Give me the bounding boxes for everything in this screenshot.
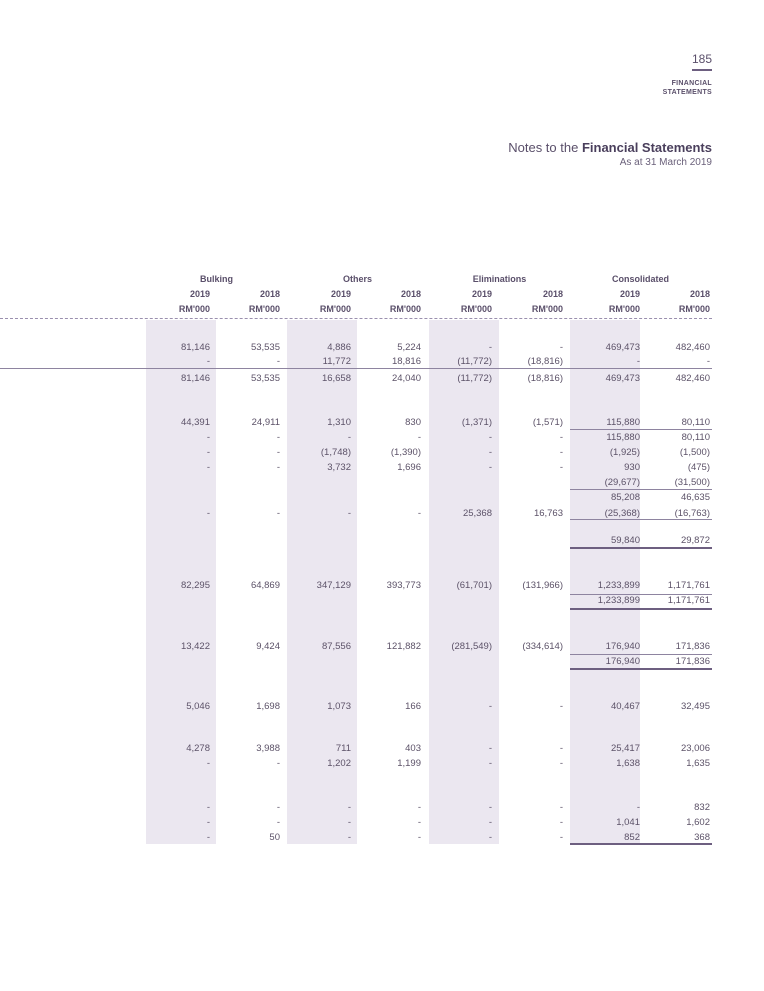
table-cell: 469,473 <box>605 342 640 353</box>
table-cell: (11,772) <box>457 356 492 367</box>
table-cell: - <box>488 432 492 443</box>
table-cell: (475) <box>687 462 710 473</box>
table-cell: - <box>347 802 351 813</box>
table-cell: 1,041 <box>616 817 640 828</box>
table-cell: 115,880 <box>606 417 640 428</box>
rule-consolidated-1 <box>570 429 712 430</box>
table-cell: 1,696 <box>397 462 421 473</box>
year-header-4: 2019 <box>471 289 492 299</box>
table-row <box>0 742 764 755</box>
table-cell: 121,882 <box>386 641 421 652</box>
table-cell: (1,390) <box>390 447 421 458</box>
rule-consolidated-2 <box>570 489 712 490</box>
table-row <box>0 476 764 489</box>
unit-header-1: RM'000 <box>248 304 280 314</box>
table-cell: - <box>636 802 640 813</box>
table-cell: 1,171,761 <box>667 595 710 606</box>
table-cell: 930 <box>624 462 640 473</box>
table-cell: 1,698 <box>256 701 280 712</box>
table-cell: 4,278 <box>186 743 210 754</box>
table-cell: - <box>276 432 280 443</box>
page-title-bold: Financial Statements <box>581 140 712 155</box>
table-cell: 171,836 <box>675 641 710 652</box>
table-cell: 23,006 <box>680 743 710 754</box>
table-cell: (131,966) <box>522 580 563 591</box>
unit-header-6: RM'000 <box>608 304 640 314</box>
table-cell: 44,391 <box>180 417 210 428</box>
table-cell: - <box>559 743 563 754</box>
table-cell: - <box>559 432 563 443</box>
table-row <box>0 372 764 385</box>
table-cell: 32,495 <box>680 701 710 712</box>
table-cell: - <box>417 432 421 443</box>
table-cell: 80,110 <box>681 417 710 428</box>
table-cell: (18,816) <box>527 356 563 367</box>
table-cell: (25,368) <box>604 508 640 519</box>
table-cell: 1,199 <box>397 758 421 769</box>
table-cell: - <box>276 508 280 519</box>
table-cell: 1,233,899 <box>597 595 640 606</box>
table-cell: - <box>559 701 563 712</box>
table-cell: - <box>206 447 210 458</box>
unit-header-0: RM'000 <box>178 304 210 314</box>
rule-consolidated-7 <box>570 654 712 655</box>
table-cell: 368 <box>694 832 710 843</box>
table-row <box>0 461 764 474</box>
table-cell: 81,146 <box>180 373 210 384</box>
table-cell: - <box>488 701 492 712</box>
table-cell: 25,417 <box>610 743 640 754</box>
table-cell: 16,658 <box>321 373 351 384</box>
table-row <box>0 700 764 713</box>
table-cell: - <box>706 356 710 367</box>
table-cell: 5,224 <box>397 342 421 353</box>
table-row <box>0 640 764 653</box>
page-title-prefix: Notes to the <box>508 140 582 155</box>
table-cell: (16,763) <box>674 508 710 519</box>
table-cell: - <box>276 462 280 473</box>
table-cell: - <box>347 817 351 828</box>
table-cell: - <box>206 508 210 519</box>
table-cell: 171,836 <box>675 656 710 667</box>
table-cell: 40,467 <box>610 701 640 712</box>
page-number-rule <box>692 69 712 71</box>
rule-consolidated-5 <box>570 594 712 595</box>
table-cell: 832 <box>694 802 710 813</box>
table-cell: 1,602 <box>686 817 710 828</box>
rule-consolidated-6 <box>570 608 712 610</box>
table-cell: - <box>488 817 492 828</box>
table-cell: 176,940 <box>605 641 640 652</box>
table-cell: - <box>559 802 563 813</box>
table-cell: - <box>347 508 351 519</box>
table-cell: 469,473 <box>605 373 640 384</box>
table-cell: 711 <box>335 743 351 754</box>
table-cell: - <box>206 817 210 828</box>
section-tag-line2: STATEMENTS <box>662 89 712 96</box>
table-cell: (1,500) <box>679 447 710 458</box>
year-header-7: 2018 <box>689 289 710 299</box>
table-cell: - <box>206 802 210 813</box>
table-row <box>0 594 764 607</box>
table-cell: - <box>559 832 563 843</box>
rule-row2 <box>0 368 712 369</box>
rule-consolidated-8 <box>570 668 712 670</box>
table-cell: - <box>206 758 210 769</box>
table-cell: 1,073 <box>327 701 351 712</box>
table-cell: 482,460 <box>675 373 710 384</box>
table-cell: 24,040 <box>391 373 421 384</box>
group-header-consolidated: Consolidated <box>611 274 669 284</box>
table-cell: (1,371) <box>461 417 492 428</box>
section-tag <box>663 79 712 97</box>
table-cell: - <box>276 758 280 769</box>
unit-header-3: RM'000 <box>389 304 421 314</box>
table-cell: 403 <box>405 743 421 754</box>
table-cell: 50 <box>269 832 280 843</box>
table-cell: 53,535 <box>250 373 280 384</box>
table-cell: 59,840 <box>610 535 640 546</box>
page-subtitle: As at 31 March 2019 <box>619 157 712 168</box>
table-row <box>0 431 764 444</box>
table-cell: (18,816) <box>527 373 563 384</box>
table-cell: 25,368 <box>462 508 492 519</box>
table-cell: - <box>417 802 421 813</box>
table-row <box>0 816 764 829</box>
table-cell: - <box>206 356 210 367</box>
table-cell: (31,500) <box>674 477 710 488</box>
table-row <box>0 491 764 504</box>
year-header-0: 2019 <box>189 289 210 299</box>
rule-consolidated-3 <box>570 519 712 520</box>
table-cell: (61,701) <box>456 580 492 591</box>
group-header-eliminations: Eliminations <box>472 274 527 284</box>
year-header-3: 2018 <box>400 289 421 299</box>
table-cell: 85,208 <box>610 492 640 503</box>
table-cell: 18,816 <box>391 356 421 367</box>
table-cell: - <box>417 817 421 828</box>
table-cell: - <box>276 817 280 828</box>
table-cell: 11,772 <box>322 356 351 367</box>
year-header-6: 2019 <box>619 289 640 299</box>
table-cell: - <box>488 447 492 458</box>
table-cell: 29,872 <box>680 535 710 546</box>
table-cell: (334,614) <box>522 641 563 652</box>
table-row <box>0 579 764 592</box>
table-cell: 1,635 <box>686 758 710 769</box>
table-cell: (11,772) <box>457 373 492 384</box>
table-cell: 24,911 <box>251 417 280 428</box>
table-cell: 1,171,761 <box>667 580 710 591</box>
table-cell: 1,202 <box>327 758 351 769</box>
table-cell: - <box>488 462 492 473</box>
unit-header-5: RM'000 <box>531 304 563 314</box>
table-cell: (1,748) <box>320 447 351 458</box>
table-cell: (29,677) <box>604 477 640 488</box>
unit-header-2: RM'000 <box>319 304 351 314</box>
table-cell: (281,549) <box>451 641 492 652</box>
rule-bottom <box>570 843 712 845</box>
group-header-bulking: Bulking <box>200 274 233 284</box>
table-cell: 82,295 <box>180 580 210 591</box>
table-cell: 16,763 <box>533 508 563 519</box>
table-cell: 46,635 <box>680 492 710 503</box>
table-row <box>0 801 764 814</box>
unit-header-7: RM'000 <box>678 304 710 314</box>
unit-header-4: RM'000 <box>460 304 492 314</box>
table-cell: 81,146 <box>180 342 210 353</box>
table-cell: 4,886 <box>327 342 351 353</box>
table-cell: 1,233,899 <box>597 580 640 591</box>
table-cell: 3,988 <box>256 743 280 754</box>
table-cell: 115,880 <box>606 432 640 443</box>
rule-consolidated-4 <box>570 547 712 549</box>
table-row <box>0 655 764 668</box>
table-row <box>0 757 764 770</box>
table-cell: - <box>206 832 210 843</box>
table-cell: 64,869 <box>250 580 280 591</box>
table-cell: - <box>488 342 492 353</box>
table-cell: 393,773 <box>386 580 421 591</box>
table-cell: (1,925) <box>609 447 640 458</box>
table-row <box>0 534 764 547</box>
table-cell: - <box>488 832 492 843</box>
table-cell: 13,422 <box>180 641 210 652</box>
table-cell: - <box>559 758 563 769</box>
page-title <box>508 140 712 155</box>
table-cell: - <box>206 462 210 473</box>
year-header-1: 2018 <box>259 289 280 299</box>
table-row <box>0 446 764 459</box>
table-cell: - <box>347 432 351 443</box>
table-cell: - <box>488 743 492 754</box>
table-cell: 3,732 <box>327 462 351 473</box>
table-cell: - <box>559 447 563 458</box>
table-cell: - <box>488 802 492 813</box>
group-header-others: Others <box>342 274 372 284</box>
table-cell: 53,535 <box>250 342 280 353</box>
table-row <box>0 341 764 354</box>
table-cell: 176,940 <box>605 656 640 667</box>
year-header-2: 2019 <box>330 289 351 299</box>
page-number: 185 <box>691 52 712 66</box>
table-cell: - <box>276 356 280 367</box>
table-cell: - <box>347 832 351 843</box>
table-cell: - <box>636 356 640 367</box>
table-cell: 830 <box>405 417 421 428</box>
header-divider <box>0 318 712 319</box>
table-cell: 482,460 <box>675 342 710 353</box>
table-cell: 5,046 <box>186 701 210 712</box>
table-cell: - <box>559 462 563 473</box>
table-cell: - <box>276 802 280 813</box>
table-row <box>0 355 764 368</box>
table-cell: - <box>276 447 280 458</box>
table-cell: - <box>417 508 421 519</box>
table-cell: (1,571) <box>532 417 563 428</box>
table-cell: - <box>206 432 210 443</box>
table-cell: - <box>559 342 563 353</box>
table-cell: 87,556 <box>321 641 351 652</box>
table-cell: 852 <box>624 832 640 843</box>
table-cell: - <box>417 832 421 843</box>
table-cell: 9,424 <box>256 641 280 652</box>
section-tag-line1: FINANCIAL <box>671 80 712 87</box>
table-cell: - <box>488 758 492 769</box>
year-header-5: 2018 <box>542 289 563 299</box>
table-cell: 80,110 <box>681 432 710 443</box>
table-cell: 1,310 <box>327 417 351 428</box>
table-cell: 166 <box>405 701 421 712</box>
table-row <box>0 416 764 429</box>
table-cell: 1,638 <box>616 758 640 769</box>
table-cell: - <box>559 817 563 828</box>
table-cell: 347,129 <box>316 580 351 591</box>
